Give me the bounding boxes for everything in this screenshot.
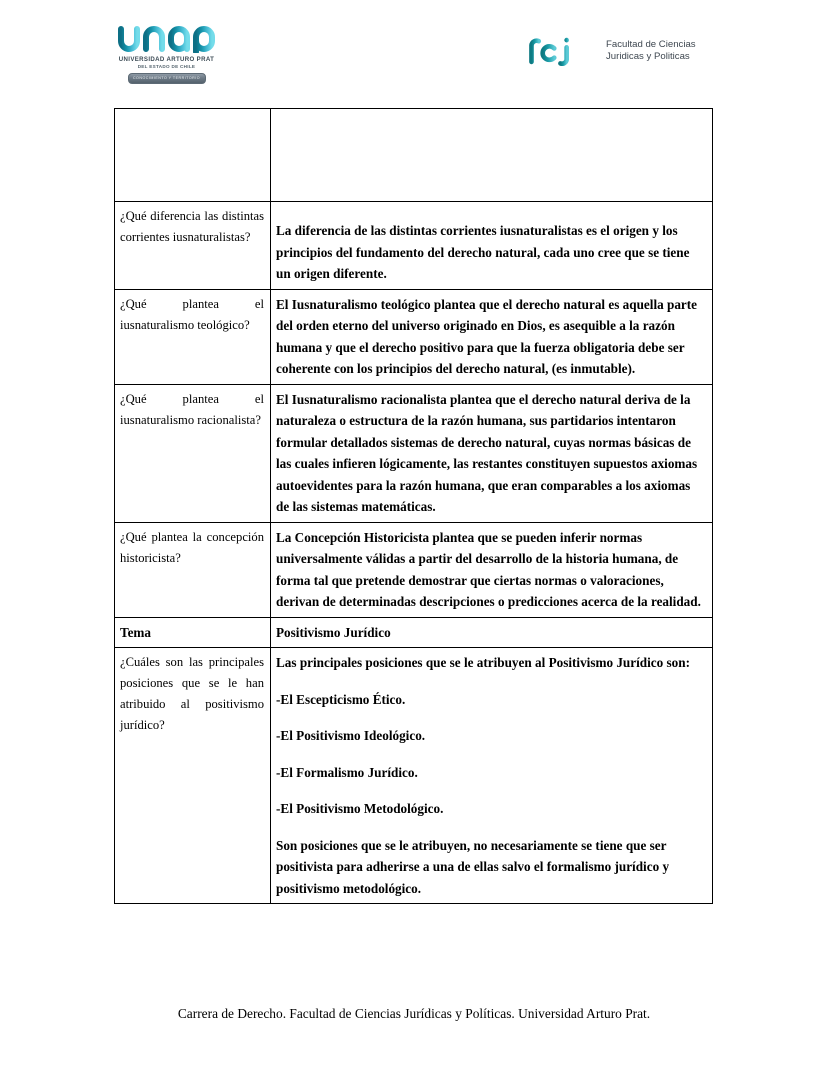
- unap-university-name: UNIVERSIDAD ARTURO PRAT: [118, 56, 215, 63]
- question-cell: [115, 648, 271, 904]
- question-cell: [115, 202, 271, 290]
- fcjp-faculty-name-line2: Juridicas y Politicas: [606, 51, 690, 62]
- unap-accreditation-badge-label: CONOCIMIENTO Y TERRITORIO: [132, 76, 201, 80]
- question-text: ¿Cuáles son las principales posiciones que se le han atribuido al positivismo jurídico?: [120, 655, 264, 732]
- footer-text: Carrera de Derecho. Facultad de Ciencias Jurídicas y Políticas. Universidad Arturo Prat.: [177, 1006, 651, 1021]
- answer-cell: [271, 202, 713, 290]
- question-text: ¿Qué plantea el iusnaturalismo teológico?: [120, 296, 264, 332]
- question-cell: [115, 522, 271, 617]
- answer-text: Las principales posiciones que se le atribuyen al Positivismo Jurídico son:: [276, 655, 690, 670]
- answer-list-item: -El Positivismo Metodológico.: [276, 801, 444, 816]
- answer-list-item: -El Escepticismo Ético.: [276, 691, 406, 707]
- fcjp-faculty-name-line1: Facultad de Ciencias: [606, 38, 696, 50]
- section-value-cell: [271, 617, 713, 648]
- table-row: [115, 384, 713, 522]
- section-label-cell: [115, 617, 271, 648]
- answer-cell: [271, 522, 713, 617]
- answer-cell: [271, 289, 713, 384]
- page-footer: [0, 1006, 828, 1022]
- answer-list-item: -El Formalismo Jurídico.: [276, 764, 418, 780]
- unap-university-subtitle: DEL ESTADO DE CHILE: [137, 64, 196, 69]
- answer-cell: [271, 648, 713, 904]
- fcjp-faculty-name: [606, 39, 696, 64]
- table-row-section-header: [115, 617, 713, 648]
- unap-logo: [114, 26, 219, 84]
- answer-cell: [271, 384, 713, 522]
- answer-text: La Concepción Historicista plantea que se pueden inferir normas universalmente válidas a partir del desarrollo de la historia humana, de forma tal que pretende demostrar que ciertas normas o valoraciones, derivan de determinadas descripciones o predicciones acerca de la realidad.: [276, 529, 701, 609]
- table-row: [115, 522, 713, 617]
- table-row: [115, 202, 713, 290]
- question-text: ¿Qué plantea la concepción historicista?: [120, 529, 264, 565]
- section-label: Tema: [120, 624, 152, 640]
- unap-wordmark-icon: [117, 26, 217, 53]
- answer-text: El Iusnaturalismo teológico plantea que el derecho natural es aquella parte del orden eterno del universo originado en Dios, es asequible a la razón humana y que el derecho positivo para que la fuerza obligatoria debe ser coherente con los principios del derecho natural, (es inmutable).: [276, 296, 698, 376]
- question-cell: [115, 289, 271, 384]
- answer-text: La diferencia de las distintas corrientes iusnaturalistas es el origen y los principios del fundamento del derecho natural, cada uno cree que se tiene un origen diferente.: [276, 223, 690, 281]
- fcjp-wordmark-icon: [528, 36, 596, 66]
- page-header: [0, 0, 828, 100]
- section-value: Positivismo Jurídico: [276, 624, 391, 640]
- table-row: [115, 648, 713, 904]
- answer-text: El Iusnaturalismo racionalista plantea que el derecho natural deriva de la naturaleza o estructura de la razón humana, sus partidarios intentaron formular detallados sistemas de derecho natural, cuyas normas básicas de las cuales infieren lógicamente, las restantes constituyen supuestos axiomas autoevidentes para la razón humana, que eran comparables a los axiomas de las sistemas matemáticas.: [276, 391, 698, 514]
- answer-text: Son posiciones que se le atribuyen, no necesariamente se tiene que ser positivista para adherirse a una de ellas salvo el formalismo jurídico y positivismo metodológico.: [276, 837, 670, 896]
- table-row: [115, 289, 713, 384]
- question-text: ¿Qué diferencia las distintas corrientes iusnaturalistas?: [120, 209, 264, 244]
- question-text: ¿Qué plantea el iusnaturalismo racionalista?: [120, 391, 264, 427]
- question-cell: [115, 384, 271, 522]
- unap-accreditation-badge: [128, 73, 206, 84]
- fcjp-logo: [528, 36, 696, 66]
- question-cell-empty: [115, 109, 271, 202]
- answer-list-item: -El Positivismo Ideológico.: [276, 728, 426, 743]
- table-row: [115, 109, 713, 202]
- qa-table: [114, 108, 713, 904]
- answer-cell-empty: [271, 109, 713, 202]
